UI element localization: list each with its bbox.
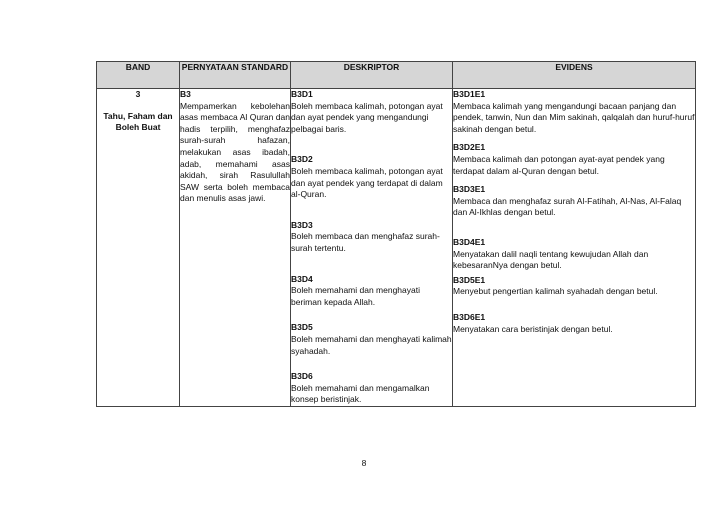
descriptor-text: Boleh memahami dan mengamalkan konsep beristinjak. (291, 382, 430, 405)
band-number: 3 (135, 89, 141, 99)
descriptor-code: B3D4 (291, 273, 313, 284)
evidence-text: Menyatakan dalil naqli tentang kewujudan Allah dan kebesaranNya dengan betul. (453, 248, 649, 271)
descriptor-item (291, 274, 452, 309)
descriptor-code: B3D2 (291, 154, 313, 165)
descriptor-item (291, 371, 452, 406)
descriptor-text: Boleh membaca kalimah, potongan ayat dan ayat pendek yang terdapat di dalam al-Quran. (291, 165, 443, 200)
evidence-text: Membaca dan menghafaz surah Al-Fatihah, Al-Nas, Al-Falaq dan Al-Ikhlas dengan betul. (453, 195, 682, 218)
standard-cell (180, 89, 291, 407)
table-row (97, 89, 696, 407)
evidence-item (453, 275, 695, 298)
descriptor-item (291, 154, 452, 200)
header-standard: PERNYATAAN STANDARD (180, 62, 291, 89)
descriptor-item (291, 89, 452, 135)
evidence-text: Menyatakan cara beristinjak dengan betul. (453, 323, 613, 334)
evidence-code: B3D6E1 (453, 311, 486, 322)
descriptor-code: B3D1 (291, 89, 313, 99)
evidence-code: B3D3E1 (453, 184, 486, 195)
evidence-code: B3D4E1 (453, 236, 486, 247)
evidence-cell (453, 89, 696, 407)
standard-text: Mempamerkan kebolehan asas membaca Al Quran dan hadis terpilih, menghafaz surah-surah hafazan, melakukan asas ibadah, adab, memahami asas akidah, sirah Rasulullah SAW serta boleh membaca dan menulis asas jawi. (180, 100, 290, 204)
descriptor-code: B3D3 (291, 219, 313, 230)
descriptor-item (291, 322, 452, 357)
descriptor-cell (291, 89, 453, 407)
descriptor-text: Boleh memahami dan menghayati beriman kepada Allah. (291, 285, 420, 307)
evidence-text: Membaca kalimah yang mengandungi bacaan panjang dan pendek, tanwin, Nun dan Mim sakinah, qalqalah dan huruf-huruf sakinah dengan betul. (453, 100, 695, 134)
descriptor-code: B3D5 (291, 322, 313, 333)
table-header-row (97, 62, 696, 89)
descriptor-text: Boleh membaca kalimah, potongan ayat dan ayat pendek yang mengandungi pelbagai baris. (291, 100, 443, 134)
descriptor-text: Boleh membaca dan menghafaz surah-surah tertentu. (291, 231, 440, 253)
band-table (96, 61, 696, 407)
evidence-code: B3D2E1 (453, 142, 486, 153)
evidence-code: B3D1E1 (453, 89, 486, 99)
standard-code: B3 (180, 89, 191, 99)
evidence-item (453, 237, 695, 272)
evidence-text: Menyebut pengertian kalimah syahadah dengan betul. (453, 286, 658, 297)
evidence-item (453, 89, 695, 135)
evidence-code: B3D5E1 (453, 274, 486, 285)
band-cell (97, 89, 180, 407)
evidence-text: Membaca kalimah dan potongan ayat-ayat pendek yang terdapat dalam al-Quran dengan betul. (453, 153, 665, 176)
evidence-item (453, 184, 695, 219)
header-band: BAND (97, 62, 180, 89)
descriptor-item (291, 220, 452, 255)
band-description: Tahu, Faham dan Boleh Buat (103, 110, 173, 133)
descriptor-code: B3D6 (291, 371, 313, 382)
header-descriptor: DESKRIPTOR (291, 62, 453, 89)
descriptor-text: Boleh memahami dan menghayati kalimah syahadah. (291, 333, 452, 356)
header-evidence: EVIDENS (453, 62, 696, 89)
evidence-item (453, 142, 695, 177)
page-number: 8 (361, 458, 367, 468)
evidence-item (453, 312, 695, 335)
